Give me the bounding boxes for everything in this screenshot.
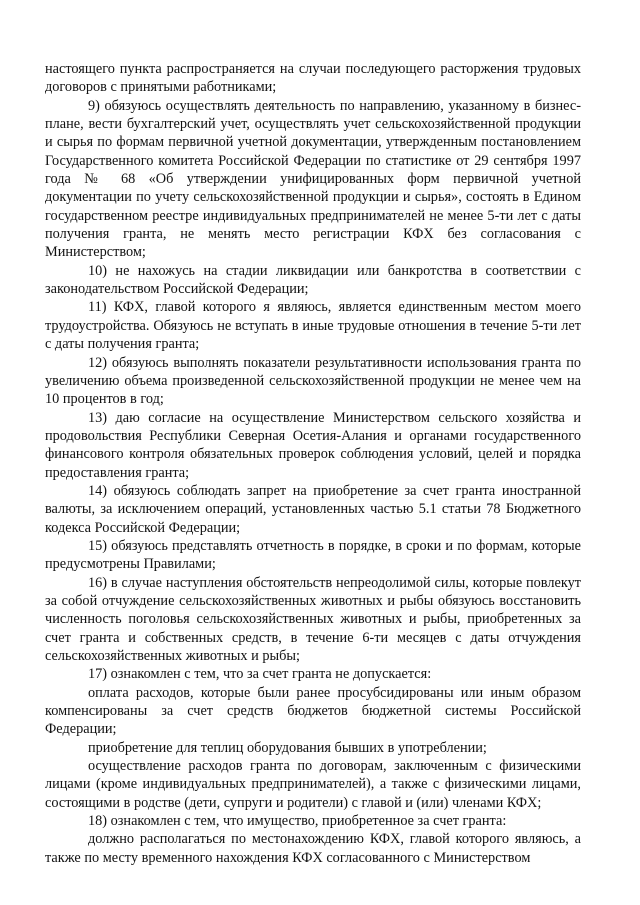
- paragraph-item-9: 9) обязуюсь осуществлять деятельность по направлению, указанному в бизнес-плане, вести бухгалтерский учет, осуществлять учет сельскохозяйственной продукции и сырья по формам первичной учетной документации, утвержденным постановлением Государственного комитета Российской Федерации по статистике от 29 сентября 1997 года № 68 «Об утверждении унифицированных форм первичной учетной документации по учету сельскохозяйственной продукции и сырья», состоять в Едином государственном реестре индивидуальных предпринимателей не менее 5-ти лет с даты получения гранта, не менять место регистрации КФХ без согласования с Министерством;: [45, 97, 581, 261]
- paragraph-item-17-sub-1: оплата расходов, которые были ранее просубсидированы или иным образом компенсированы за счет средств бюджетов бюджетной системы Российской Федерации;: [45, 684, 581, 738]
- paragraph-item-17-sub-3: осуществление расходов гранта по договорам, заключенным с физическими лицами (кроме индивидуальных предпринимателей), а также с физическими лицами, состоящими в родстве (дети, супруги и родители) с главой и (или) членами КФХ;: [45, 758, 581, 811]
- paragraph-item-11: 11) КФХ, главой которого я являюсь, является единственным местом моего трудоустройства. Обязуюсь не вступать в иные трудовые отношения в течение 5-ти лет с даты получения гранта;: [45, 299, 581, 353]
- paragraph-item-17-sub-2: приобретение для теплиц оборудования бывших в употреблении;: [88, 739, 487, 756]
- paragraph-item-14: 14) обязуюсь соблюдать запрет на приобретение за счет гранта иностранной валюты, за исключением операций, установленных частью 5.1 статьи 78 Бюджетного кодекса Российской Федерации;: [45, 482, 581, 536]
- paragraph-item-10: 10) не нахожусь на стадии ликвидации или банкротства в соответствии с законодательством Российской Федерации;: [45, 262, 581, 298]
- paragraph-item-18: 18) ознакомлен с тем, что имущество, приобретенное за счет гранта:: [88, 813, 507, 830]
- paragraph-item-18-sub-1: должно располагаться по местонахождению КФХ, главой которого являюсь, а также по месту временного нахождения КФХ согласованного с Министерством: [45, 831, 581, 866]
- paragraph-item-12: 12) обязуюсь выполнять показатели результативности использования гранта по увеличению объема произведенной сельскохозяйственной продукции не менее чем на 10 процентов в год;: [45, 354, 581, 408]
- paragraph-item-16: 16) в случае наступления обстоятельств непреодолимой силы, которые повлекут за собой отчуждение сельскохозяйственных животных и рыбы обязуюсь восстановить численность поголовья сельскохозяйственных животных и рыбы, приобретенных за счет гранта и собственных средств, в течение 6-ти месяцев с даты отчуждения сельскохозяйственных животных и рыбы;: [45, 574, 581, 664]
- paragraph-item-13: 13) даю согласие на осуществление Министерством сельского хозяйства и продовольствия Республики Северная Осетия-Алания и органами государственного финансового контроля обязательных проверок соблюдения условий, целей и порядка предоставления гранта;: [45, 409, 581, 481]
- paragraph-continuation: настоящего пункта распространяется на случаи последующего расторжения трудовых договоров с принятыми работниками;: [45, 61, 581, 96]
- paragraph-item-17: 17) ознакомлен с тем, что за счет гранта не допускается:: [88, 666, 432, 683]
- document-body: [45, 60, 581, 867]
- paragraph-item-15: 15) обязуюсь представлять отчетность в порядке, в сроки и по формам, которые предусмотрены Правилами;: [45, 537, 581, 573]
